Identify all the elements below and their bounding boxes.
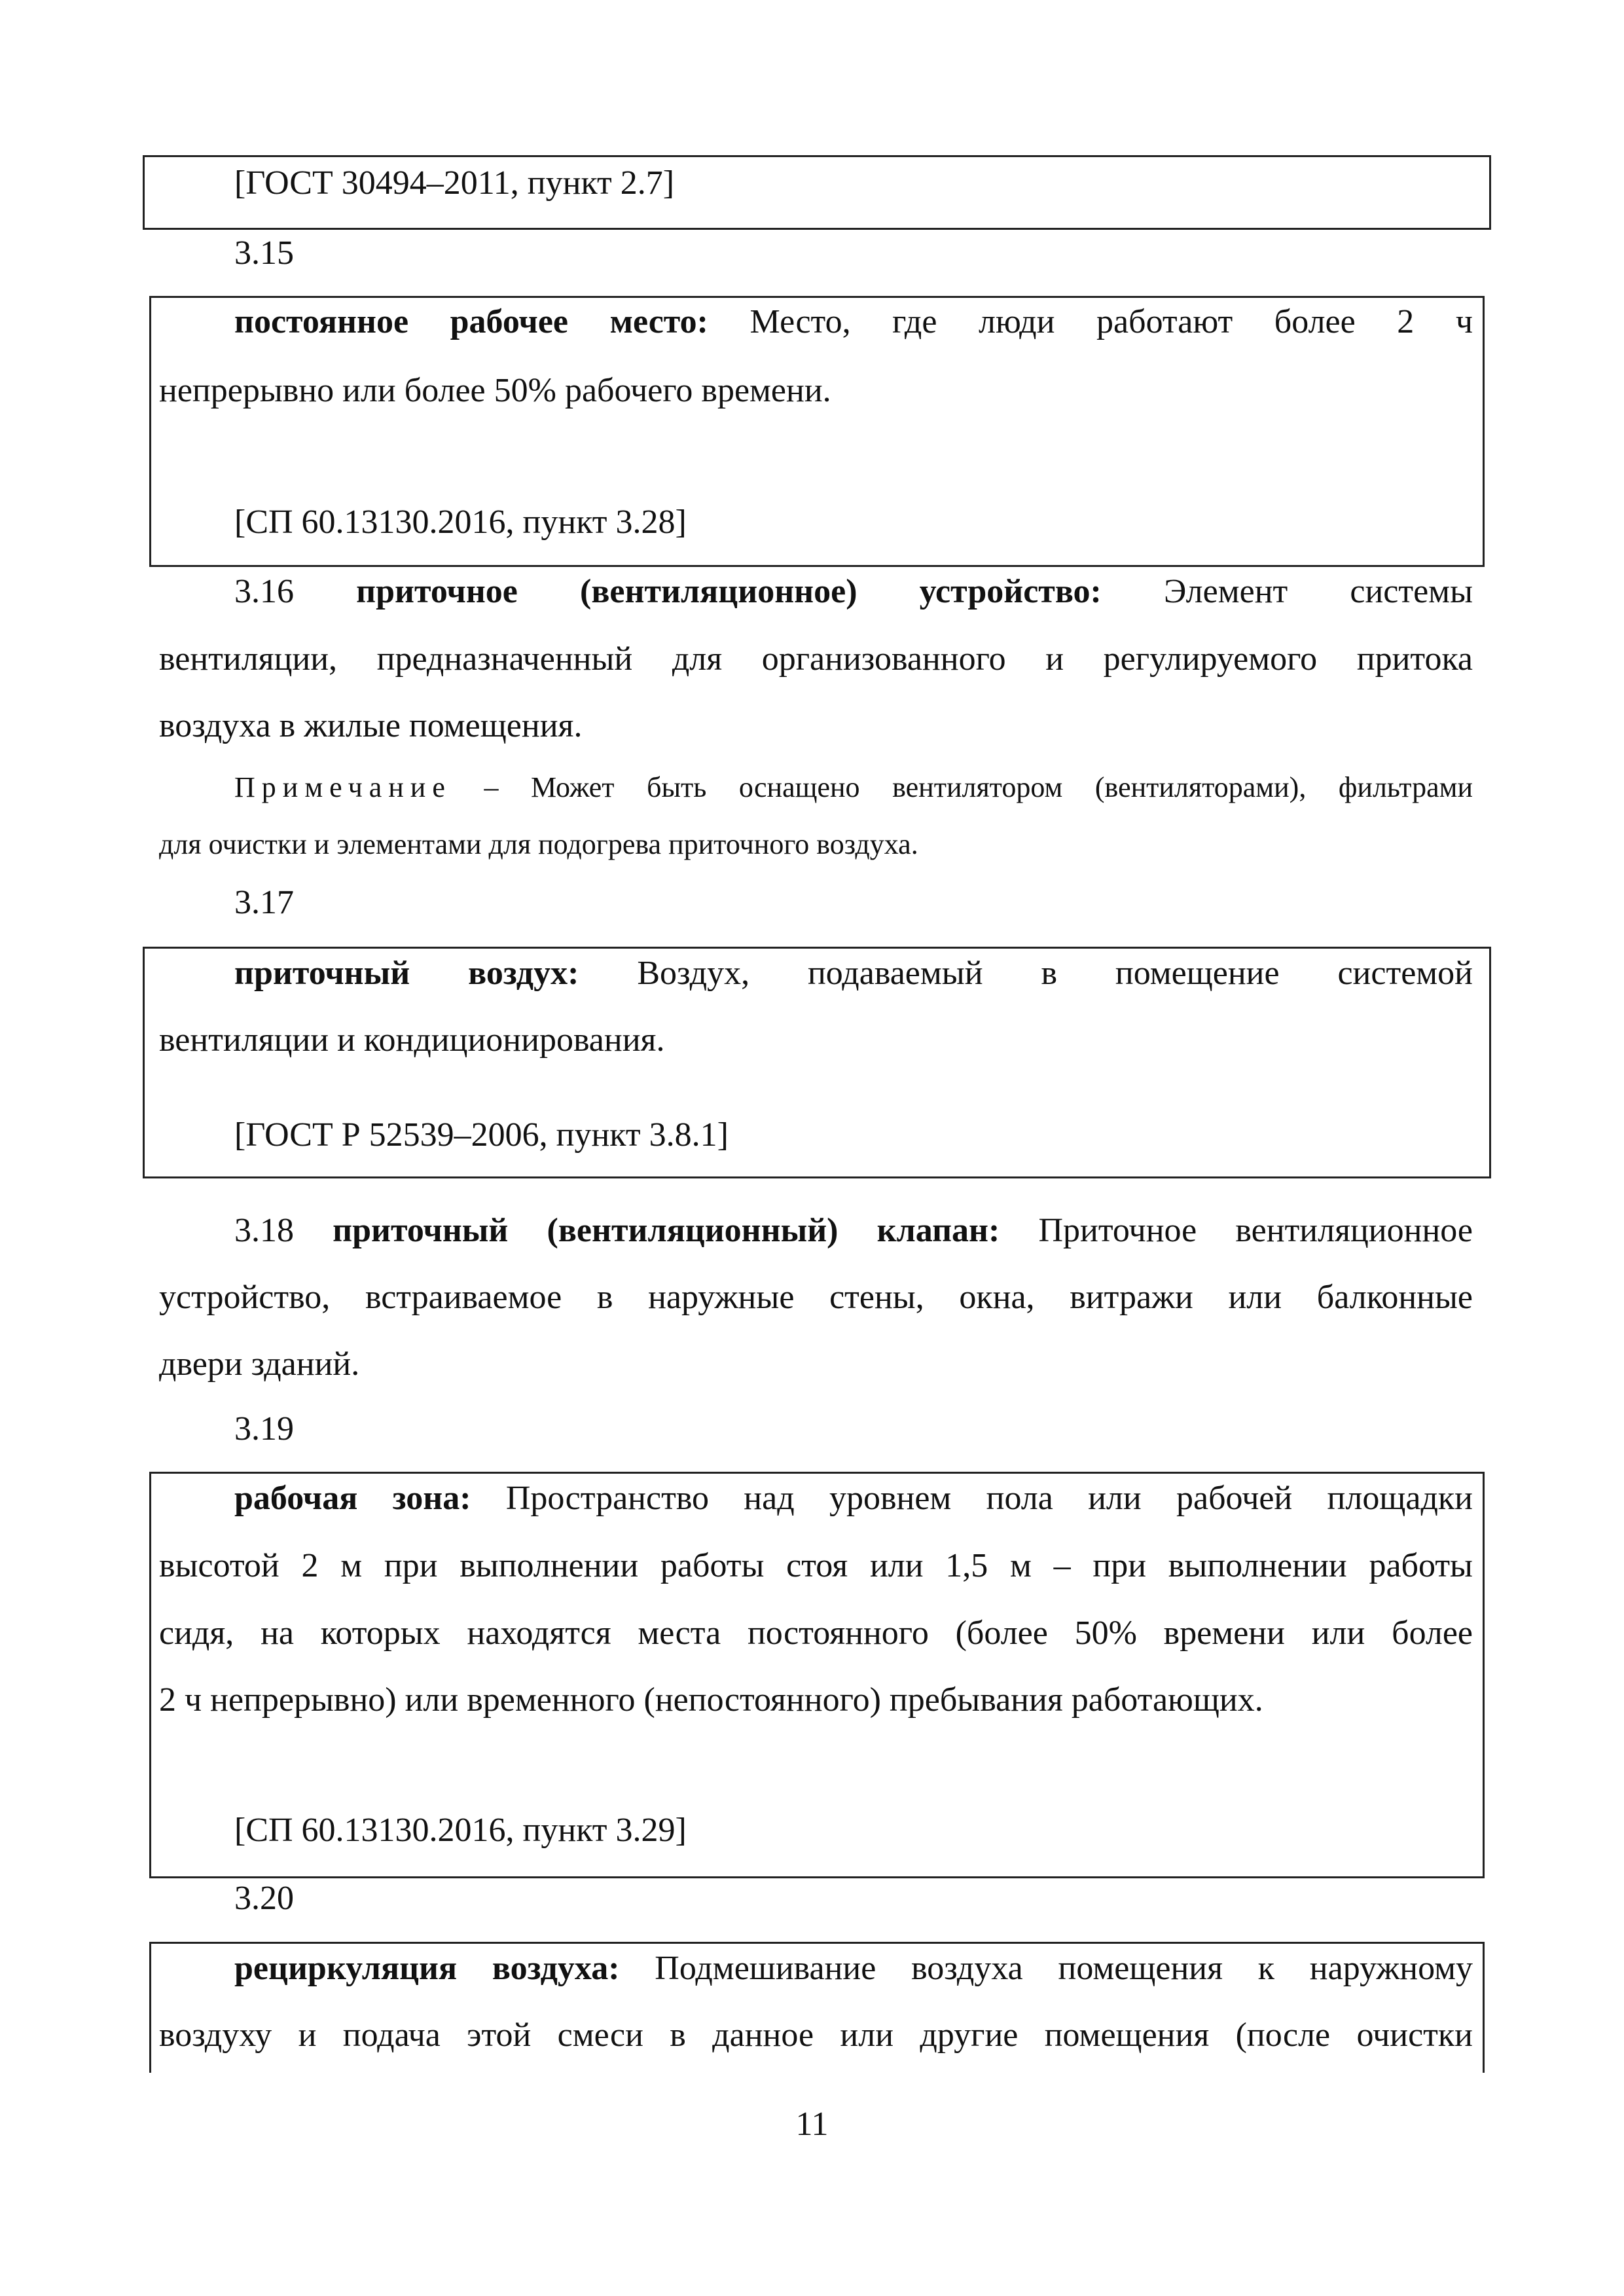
definition-3-20-line2: воздуху и подача этой смеси в данное или другие помещения (после очистки <box>159 2016 1473 2054</box>
note-label: Примечание <box>234 771 452 803</box>
definition-3-17-line1 <box>234 953 1473 994</box>
note-3-16-text1: – Может быть оснащено вентилятором (вентиляторами), фильтрами <box>484 771 1473 803</box>
definition-3-16-text1: Элемент системы <box>1164 573 1473 610</box>
reference-3-19: [СП 60.13130.2016, пункт 3.29] <box>234 1812 687 1849</box>
definition-3-19-text1: Пространство над уровнем пола или рабочей площадки <box>505 1480 1473 1517</box>
definition-3-18-text1: Приточное вентиляционное <box>1038 1212 1473 1249</box>
page-number: 11 <box>795 2105 829 2143</box>
reference-3-14: [ГОСТ 30494–2011, пункт 2.7] <box>234 164 675 202</box>
clause-3-18-line3: двери зданий. <box>159 1345 360 1383</box>
note-3-16-line2: для очистки и элементами для подогрева приточного воздуха. <box>159 828 918 860</box>
reference-3-17: [ГОСТ Р 52539–2006, пункт 3.8.1] <box>234 1116 729 1154</box>
clause-number-3-16: 3.16 <box>234 573 294 610</box>
clause-number-3-19: 3.19 <box>234 1410 294 1448</box>
definition-3-15-line2: непрерывно или более 50% рабочего времени. <box>159 372 831 409</box>
clause-3-16-line3: воздуха в жилые помещения. <box>159 707 583 744</box>
term-3-17: приточный воздух: <box>234 955 579 992</box>
definition-3-17-text1: Воздух, подаваемый в помещение системой <box>637 955 1473 992</box>
definition-3-19-line4: 2 ч непрерывно) или временного (непостоянного) пребывания работающих. <box>159 1681 1263 1719</box>
clause-3-16-line2: вентиляции, предназначенный для организованного и регулируемого притока <box>159 640 1473 678</box>
term-3-16: приточное (вентиляционное) устройство: <box>356 573 1102 610</box>
clause-number-3-17: 3.17 <box>234 884 294 921</box>
term-3-19: рабочая зона: <box>234 1480 471 1517</box>
clause-3-16-line1 <box>234 571 1473 613</box>
definition-3-15-line1 <box>234 301 1473 343</box>
term-3-15: постоянное рабочее место: <box>234 303 708 340</box>
clause-number-3-18: 3.18 <box>234 1212 294 1249</box>
definition-3-15-text1: Место, где люди работают более 2 ч <box>749 303 1473 340</box>
definition-3-20-text1: Подмешивание воздуха помещения к наружному <box>655 1950 1473 1987</box>
clause-3-18-line1 <box>234 1210 1473 1252</box>
term-3-20: рециркуляция воздуха: <box>234 1950 620 1987</box>
definition-3-20-line1 <box>234 1948 1473 1990</box>
definition-3-19-line2: высотой 2 м при выполнении работы стоя или 1,5 м – при выполнении работы <box>159 1547 1473 1584</box>
definition-3-17-line2: вентиляции и кондиционирования. <box>159 1021 665 1059</box>
clause-3-18-line2: устройство, встраиваемое в наружные стены, окна, витражи или балконные <box>159 1279 1473 1316</box>
definition-3-19-line3: сидя, на которых находятся места постоянного (более 50% времени или более <box>159 1614 1473 1652</box>
reference-3-15: [СП 60.13130.2016, пункт 3.28] <box>234 503 687 541</box>
definition-3-19-line1 <box>234 1478 1473 1520</box>
term-3-18: приточный (вентиляционный) клапан: <box>333 1212 1000 1249</box>
clause-number-3-15: 3.15 <box>234 234 294 272</box>
note-3-16-line1 <box>234 769 1473 806</box>
clause-number-3-20: 3.20 <box>234 1880 294 1917</box>
